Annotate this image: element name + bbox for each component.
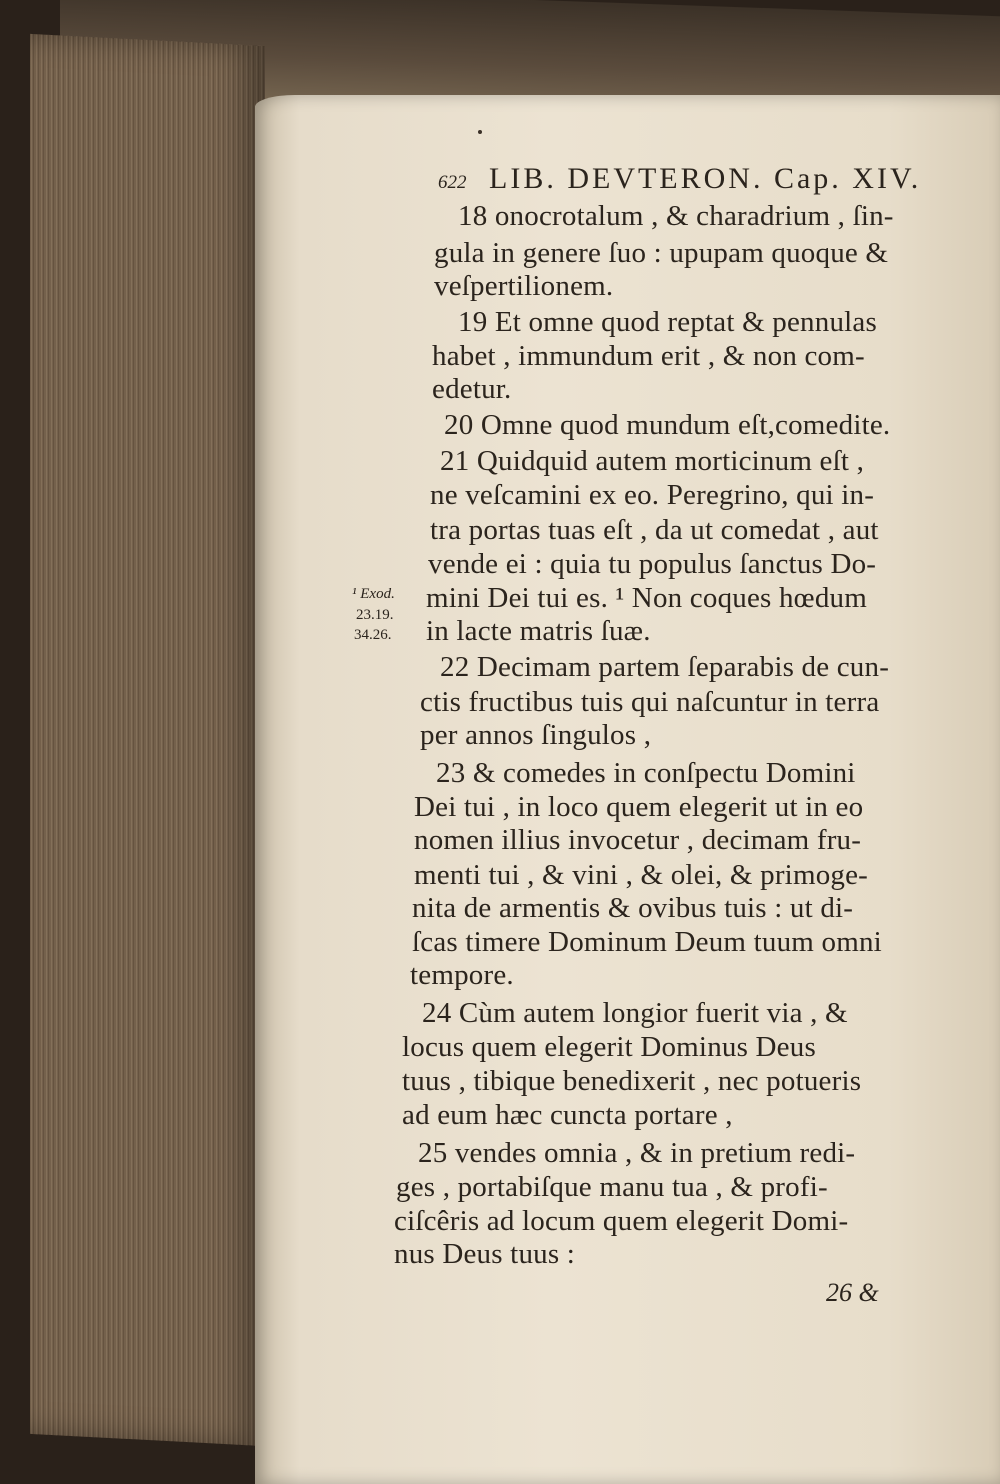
text-line: 24 Cùm autem longior fuerit via , & — [422, 997, 848, 1029]
margin-note-reference: 23.19. — [356, 607, 394, 623]
page-stack — [30, 34, 265, 1446]
text-line: 18 onocrotalum , & charadrium , ſin- — [458, 200, 894, 232]
text-line: ctis fructibus tuis qui naſcuntur in terra — [420, 686, 880, 718]
text-line: per annos ſingulos , — [420, 719, 652, 751]
text-line: ſcas timere Dominum Deum tuum omni — [412, 926, 882, 958]
text-line: locus quem elegerit Dominus Deus — [402, 1031, 816, 1063]
running-header — [438, 162, 958, 202]
catchword: 26 & — [826, 1278, 879, 1307]
text-line: ad eum hæc cuncta portare , — [402, 1099, 733, 1131]
text-line: 19 Et omne quod reptat & pennulas — [458, 306, 877, 338]
text-line: tra portas tuas eſt , da ut comedat , aut — [430, 514, 879, 546]
text-line: mini Dei tui es. ¹ Non coques hœdum — [426, 582, 867, 614]
ink-speck — [478, 130, 482, 134]
text-line: ciſcêris ad locum quem elegerit Domi- — [394, 1205, 849, 1237]
text-line: veſpertilionem. — [434, 270, 614, 302]
text-line: Dei tui , in loco quem elegerit ut in eo — [414, 791, 864, 823]
text-line: habet , immundum erit , & non com- — [432, 340, 865, 372]
page-number: 622 — [438, 172, 467, 193]
text-line: in lacte matris ſuæ. — [426, 615, 651, 647]
text-line: menti tui , & vini , & olei, & primoge- — [414, 859, 869, 891]
text-line: 23 & comedes in conſpectu Domini — [436, 757, 856, 789]
text-line: nita de armentis & ovibus tuis : ut di- — [412, 892, 854, 924]
text-line: 22 Decimam partem ſeparabis de cun- — [440, 651, 890, 683]
text-line: ges , portabiſque manu tua , & profi- — [396, 1171, 828, 1203]
running-title: LIB. DEVTERON. Cap. XIV. — [489, 162, 922, 195]
text-line: edetur. — [432, 373, 512, 405]
text-line: 20 Omne quod mundum eſt,comedite. — [444, 409, 891, 441]
text-line: 25 vendes omnia , & in pretium redi- — [418, 1137, 856, 1169]
text-line: nus Deus tuus : — [394, 1238, 576, 1270]
text-line: tuus , tibique benedixerit , nec potueris — [402, 1065, 862, 1097]
text-line: 21 Quidquid autem morticinum eſt , — [440, 445, 865, 477]
text-line: nomen illius invocetur , decimam fru- — [414, 824, 862, 856]
margin-note-reference: 34.26. — [354, 627, 392, 643]
text-line: gula in genere ſuo : upupam quoque & — [434, 237, 889, 269]
text-line: tempore. — [410, 959, 514, 991]
margin-note-reference: ¹ Exod. — [352, 586, 395, 602]
text-line: ne veſcamini ex eo. Peregrino, qui in- — [430, 479, 875, 511]
text-line: vende ei : quia tu populus ſanctus Do- — [428, 548, 877, 580]
